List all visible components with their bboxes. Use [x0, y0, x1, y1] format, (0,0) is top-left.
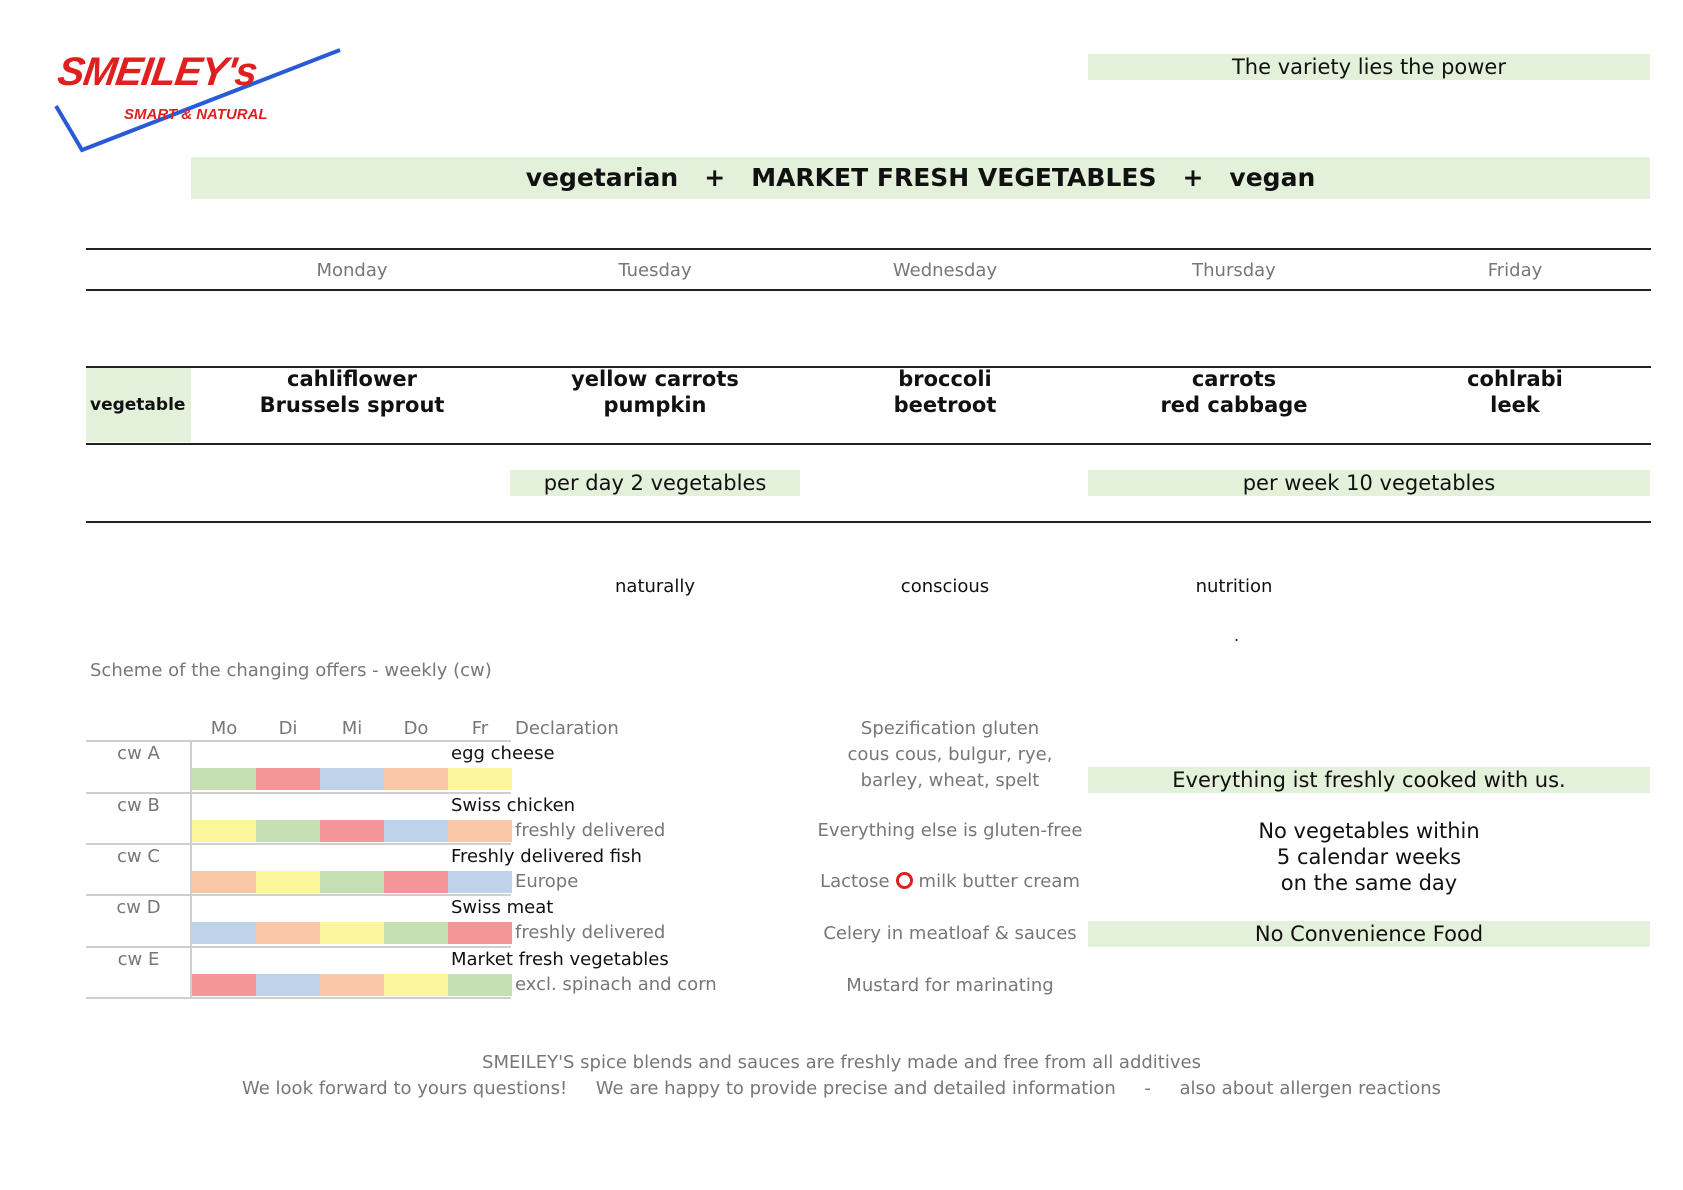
scheme-cell: [448, 922, 512, 944]
scheme-row-line: [86, 946, 511, 948]
vegetable-thursday: [1089, 366, 1379, 418]
vegetable-item: red cabbage: [1160, 393, 1308, 417]
gluten-spec-grains: barley, wheat, spelt: [860, 770, 1040, 791]
scheme-cell: [384, 871, 448, 893]
declaration-main: Market fresh vegetables: [451, 949, 669, 970]
freshly-cooked-notice: Everything ist freshly cooked with us.: [1088, 767, 1650, 793]
scheme-cell: [192, 974, 256, 996]
headline-plus-2: +: [1182, 163, 1204, 192]
gluten-spec-grains: cous cous, bulgur, rye,: [847, 744, 1053, 765]
day-monday: Monday: [316, 260, 388, 281]
scheme-row-line: [86, 843, 511, 845]
declaration-main: Freshly delivered fish: [451, 846, 642, 867]
vegetable-item: broccoli: [898, 367, 992, 391]
per-week-note: per week 10 vegetables: [1088, 470, 1650, 496]
no-convenience-notice: No Convenience Food: [1088, 921, 1650, 947]
scheme-cell: [320, 820, 384, 842]
declaration-main: egg cheese: [451, 743, 555, 764]
declaration-header: Declaration: [515, 718, 619, 739]
divider: [86, 521, 1651, 523]
scheme-cell: [256, 820, 320, 842]
declaration-sub: freshly delivered: [515, 820, 666, 841]
vegetable-item: leek: [1490, 393, 1540, 417]
headline-plus-1: +: [704, 163, 726, 192]
logo-tagline: SMART & NATURAL: [124, 106, 268, 123]
day-thursday: Thursday: [1192, 260, 1276, 281]
cw-label: cw C: [117, 846, 160, 867]
notice-line: 5 calendar weeks: [1276, 845, 1462, 869]
gluten-spec-title: Spezification gluten: [860, 718, 1040, 739]
headline-vegan: vegan: [1229, 163, 1316, 192]
day-tuesday: Tuesday: [618, 260, 692, 281]
scheme-cell: [256, 974, 320, 996]
vegetable-item: cahliflower: [287, 367, 417, 391]
scheme-row-line: [86, 792, 511, 794]
scheme-cell: [448, 820, 512, 842]
motto-naturally: naturally: [615, 576, 695, 597]
scheme-cell: [384, 820, 448, 842]
vegetable-item: Brussels sprout: [259, 393, 445, 417]
scheme-cell: [256, 871, 320, 893]
celery-note: Celery in meatloaf & sauces: [823, 923, 1077, 944]
scheme-cell: [192, 871, 256, 893]
vegetable-monday: [207, 366, 497, 418]
vegetable-item: beetroot: [893, 393, 997, 417]
scheme-cell: [320, 922, 384, 944]
declaration-sub: freshly delivered: [515, 922, 666, 943]
footer-line-1: SMEILEY'S spice blends and sauces are freshly made and free from all additives: [482, 1052, 1201, 1073]
scheme-cell: [320, 871, 384, 893]
headline-vegetarian: vegetarian: [525, 163, 679, 192]
declaration-main: Swiss chicken: [451, 795, 576, 816]
scheme-row-line: [86, 740, 511, 742]
footer-dash: -: [1144, 1078, 1151, 1099]
divider: [86, 443, 1651, 445]
no-repeat-notice: [1088, 818, 1650, 896]
dot-mark: .: [1234, 626, 1240, 645]
scheme-row-line: [86, 997, 511, 999]
mustard-note: Mustard for marinating: [846, 975, 1054, 996]
divider: [86, 248, 1651, 250]
motto-conscious: conscious: [900, 576, 990, 597]
divider: [86, 289, 1651, 291]
scheme-cell: [448, 768, 512, 790]
day-friday: Friday: [1487, 260, 1543, 281]
brand-logo: [52, 48, 352, 160]
col-header-mo: Mo: [210, 718, 238, 739]
slogan: The variety lies the power: [1088, 54, 1650, 80]
vegetable-item: carrots: [1191, 367, 1277, 391]
gluten-free-note: Everything else is gluten-free: [817, 820, 1083, 841]
declaration-sub: Europe: [515, 871, 579, 892]
scheme-cell: [192, 922, 256, 944]
gluten-spec: [805, 716, 1095, 794]
vegetable-item: cohlrabi: [1467, 367, 1563, 391]
col-header-do: Do: [403, 718, 429, 739]
vegetable-item: yellow carrots: [571, 367, 739, 391]
footer-questions: We look forward to yours questions!: [242, 1078, 568, 1099]
scheme-cell: [384, 768, 448, 790]
menu-headline: [191, 157, 1650, 199]
cw-label: cw B: [117, 795, 160, 816]
scheme-cell: [256, 922, 320, 944]
scheme-cell: [192, 768, 256, 790]
scheme-cell: [320, 974, 384, 996]
scheme-title: Scheme of the changing offers - weekly (cw): [90, 660, 492, 681]
vegetable-item: pumpkin: [603, 393, 707, 417]
day-wednesday: Wednesday: [892, 260, 998, 281]
scheme-cell: [256, 768, 320, 790]
lactose-label: Lactose: [820, 871, 890, 892]
vegetable-tuesday: [510, 366, 800, 418]
scheme-row-line: [86, 894, 511, 896]
lactose-note: [805, 869, 1095, 895]
declaration-sub: excl. spinach and corn: [515, 974, 717, 995]
motto-nutrition: nutrition: [1195, 576, 1273, 597]
notice-line: on the same day: [1280, 871, 1458, 895]
cw-label: cw D: [116, 897, 161, 918]
cw-label: cw E: [117, 949, 160, 970]
declaration-main: Swiss meat: [451, 897, 554, 918]
cw-label: cw A: [117, 743, 160, 764]
col-header-mi: Mi: [341, 718, 363, 739]
scheme-cell: [384, 922, 448, 944]
vegetable-friday: [1370, 366, 1660, 418]
vegetable-wednesday: [800, 366, 1090, 418]
col-header-di: Di: [278, 718, 298, 739]
vegetable-row-label: vegetable: [86, 368, 191, 442]
scheme-cell: [384, 974, 448, 996]
scheme-cell: [448, 871, 512, 893]
per-day-note: per day 2 vegetables: [510, 470, 800, 496]
headline-market-fresh: MARKET FRESH VEGETABLES: [751, 163, 1157, 192]
footer-line-2: [0, 1078, 1683, 1099]
logo-brand-text: SMEILEY's: [54, 50, 260, 94]
footer-allergen: also about allergen reactions: [1179, 1078, 1441, 1099]
scheme-cell: [320, 768, 384, 790]
lactose-items: milk butter cream: [918, 871, 1080, 892]
scheme-cell: [448, 974, 512, 996]
circle-icon: [896, 872, 913, 889]
footer-info: We are happy to provide precise and detailed information: [595, 1078, 1116, 1099]
col-header-fr: Fr: [471, 718, 489, 739]
scheme-cell: [192, 820, 256, 842]
notice-line: No vegetables within: [1258, 819, 1480, 843]
